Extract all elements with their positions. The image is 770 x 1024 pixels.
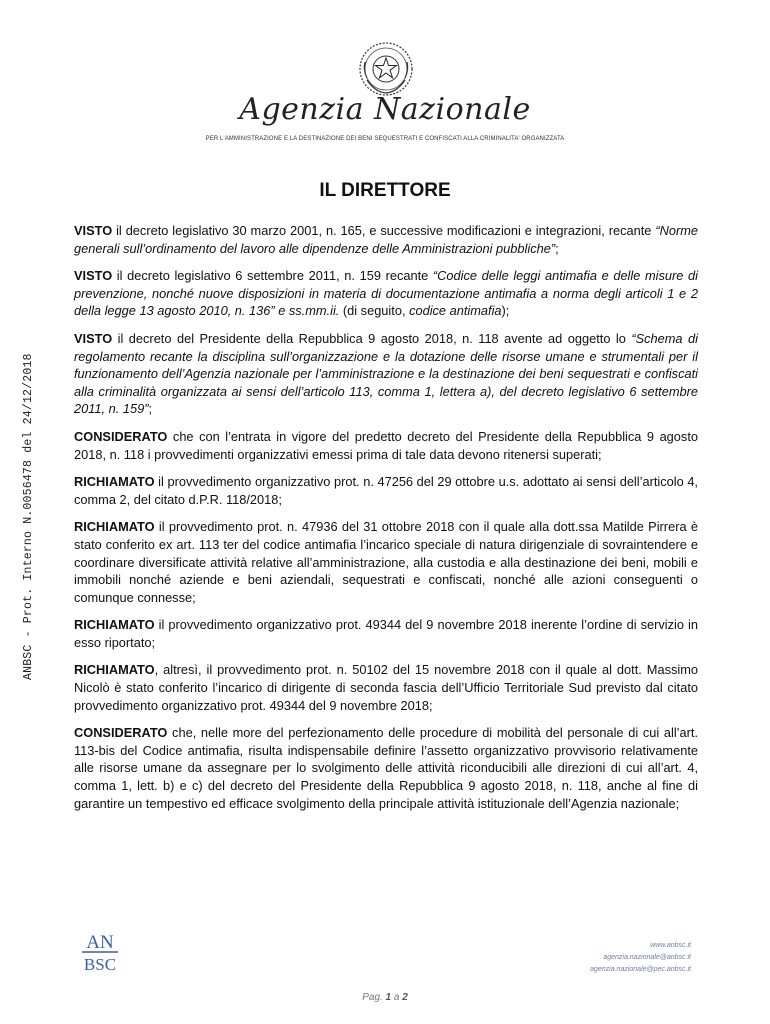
paragraph-text: che, nelle more del perfezionamento delle procedure di mobilità del personale di cui all’art. 113-bis del Codice antimafia, risulta indispensabile definire l’assetto organizzativo provvisorio relativamente alle risorse umane da assegnare per lo svolgimento delle attività riconducibili alle direzioni di cui all’art. 4, comma 1, lett. b) e c) del decreto del Presidente della Repubblica 9 agosto 2018, n. 118, anche al fine di garantire un tempestivo ed efficace svolgimento della principale attività istituzionale dell’Agenzia nazionale;: [74, 725, 698, 811]
paragraph-italic: codice antimafia: [409, 303, 502, 319]
pec-link[interactable]: agenzia.nazionale@pec.anbsc.it: [590, 966, 691, 973]
paragraph-visto-2: [74, 267, 698, 320]
paragraph-lead: CONSIDERATO: [74, 725, 168, 741]
paragraph-italic: “Schema di regolamento recante la disciplina sull’organizzazione e la dotazione delle risorse umane e strumentali per il funzionamento dell’Agenzia nazionale per l’amministrazione e la destinazione dei beni sequestrati e confiscati alla criminalità organizzata ai sensi dell’articolo 113, comma 1, lettera a), del decreto legislativo 6 settembre 2011, n. 159”: [74, 330, 698, 417]
paragraph-text: il provvedimento prot. n. 47936 del 31 ottobre 2018 con il quale alla dott.ssa Matilde Pirrera è stato conferito ex art. 113 ter del codice antimafia l’incarico speciale di natura dirigenziale di sovraintendere e coordinare diversificate attività relative all’amministrazione, alla custodia e alla destinazione dei beni, mobili e immobili nonché aziende e beni aziendali, sequestrati e confiscati, nonché alle azioni conseguenti o comunque connesse;: [74, 519, 698, 605]
paragraph-italic: “Norme generali sull’ordinamento del lavoro alle dipendenze delle Amministrazioni pubbliche”: [74, 223, 698, 256]
italian-republic-emblem-icon: [357, 40, 415, 98]
page-separator: a: [391, 992, 403, 1003]
paragraph-lead: VISTO: [74, 330, 113, 346]
paragraph-lead: RICHIAMATO: [74, 662, 155, 678]
paragraph-text: il decreto legislativo 6 settembre 2011, n. 159 recante: [112, 268, 433, 284]
website-link[interactable]: www.anbsc.it: [650, 942, 691, 949]
paragraph-richiamato-4: [74, 661, 698, 714]
paragraph-text: (di seguito,: [339, 303, 410, 319]
page-number: [0, 992, 770, 1003]
paragraph-text: ;: [148, 401, 153, 417]
paragraph-visto-3: [74, 330, 698, 418]
paragraph-lead: CONSIDERATO: [74, 428, 168, 444]
logo-text-top: AN: [86, 932, 114, 953]
paragraph-visto-1: [74, 222, 698, 257]
paragraph-lead: RICHIAMATO: [74, 474, 155, 490]
paragraph-text: , altresì, il provvedimento prot. n. 50102 del 15 novembre 2018 con il quale al dott. Massimo Nicolò è stato conferito l’incarico di dirigente di seconda fascia dell’Ufficio Territoriale Sud previsto dal citato provvedimento organizzativo prot. 49344 del 9 novembre 2018;: [74, 662, 698, 713]
paragraph-richiamato-3: [74, 616, 698, 651]
paragraph-text: il provvedimento organizzativo prot. 49344 del 9 novembre 2018 inerente l’ordine di servizio in esso riportato;: [74, 617, 698, 650]
logo-text-bottom: BSC: [83, 955, 117, 974]
agency-name: Agenzia Nazionale: [239, 92, 531, 127]
paragraph-text: il decreto legislativo 30 marzo 2001, n. 165, e successive modificazioni e integrazioni, recante: [112, 223, 656, 238]
paragraph-richiamato-2: [74, 518, 698, 606]
agency-subtitle: PER L'AMMINISTRAZIONE E LA DESTINAZIONE DEI BENI SEQUESTRATI E CONFISCATI ALLA CRIMINALITA' ORGANIZZATA: [205, 136, 565, 142]
paragraph-lead: VISTO: [74, 223, 113, 238]
paragraph-text: che con l’entrata in vigore del predetto decreto del Presidente della Repubblica 9 agosto 2018, n. 118 i provvedimenti organizzativi emessi prima di tale data devono ritenersi superati;: [74, 428, 698, 462]
paragraph-text: ;: [555, 240, 559, 256]
paragraph-text: il provvedimento organizzativo prot. n. 47256 del 29 ottobre u.s. adottato ai sensi dell’articolo 4, comma 2, del citato d.P.R. 118/2018;: [74, 474, 698, 507]
paragraph-richiamato-1: [74, 473, 698, 508]
document-title: IL DIRETTORE: [319, 180, 451, 201]
page-total: 2: [402, 992, 408, 1003]
document-body: [74, 222, 698, 822]
paragraph-considerato-1: [74, 428, 698, 463]
contact-block: [590, 940, 691, 976]
page-prefix: Pag.: [362, 992, 386, 1003]
anbsc-logo: [80, 928, 120, 974]
paragraph-lead: RICHIAMATO: [74, 519, 155, 535]
paragraph-lead: VISTO: [74, 268, 113, 284]
protocol-stamp: ANBSC - Prot. Interno N.0056478 del 24/12/2018: [22, 353, 35, 680]
paragraph-considerato-2: [74, 724, 698, 812]
email-link[interactable]: agenzia.nazionale@anbsc.it: [603, 954, 691, 961]
paragraph-italic: “Codice delle leggi antimafia e delle misure di prevenzione, nonché nuove disposizioni in materia di documentazione antimafia a norma degli articoli 1 e 2 della legge 13 agosto 2010, n. 136” e ss.mm.ii.: [74, 268, 698, 319]
page-current: 1: [385, 992, 392, 1003]
paragraph-lead: RICHIAMATO: [74, 617, 155, 633]
paragraph-text: il decreto del Presidente della Repubblica 9 agosto 2018, n. 118 avente ad oggetto lo: [112, 330, 632, 346]
paragraph-text: );: [501, 303, 510, 319]
